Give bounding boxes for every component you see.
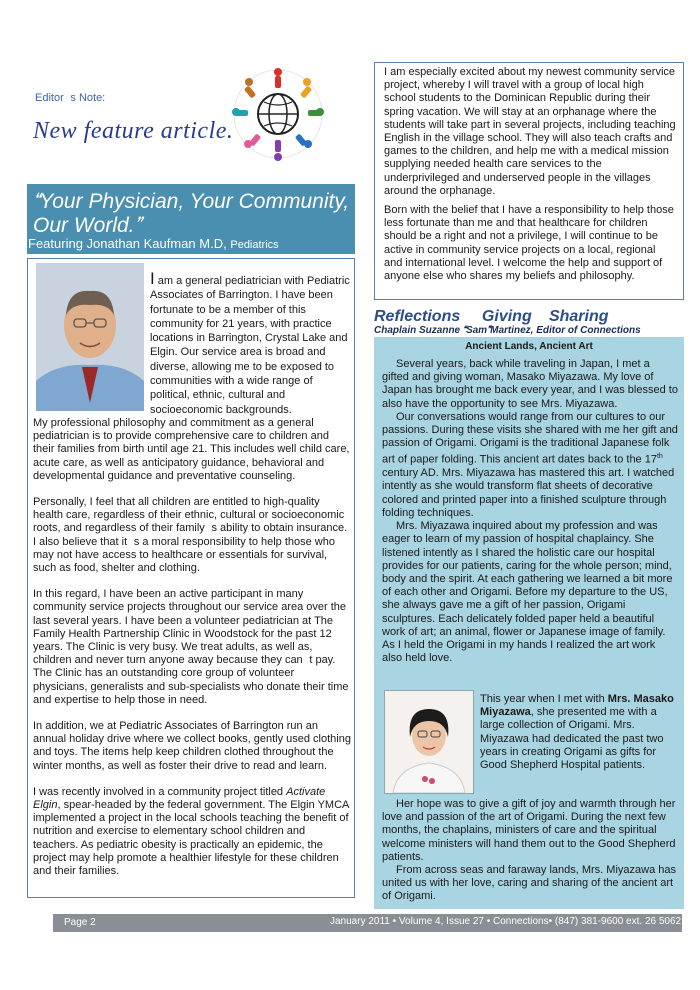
ancient-art-title: Ancient Lands, Ancient Art <box>465 341 593 352</box>
story-paragraph: Her hope was to give a gift of joy and warmth through her love and passion of the art of Origami. During the next few months, the chaplains, ministers of care and the spiritual welcome ministers will hand them out to the Good Shepherd patients. <box>382 798 676 863</box>
caption-pre: This year when I met with <box>480 693 608 705</box>
article-paragraph: My professional philosophy and commitment as a general pediatrician is to provide comprehensive care to children and their families from birth until age 21. This includes well child care, acute care, as well as anticipatory guidance, behavioral and developmental guidance and preventative counseling. <box>33 417 350 482</box>
story-paragraph: Several years, back while traveling in Japan, I met a gifted and giving woman, Masako Miyazawa. My love of Japan has brought me back every year, and I was blessed to also have the opportunity to see Mrs. Miyazawa. <box>382 358 678 410</box>
story-paragraph: Mrs. Miyazawa inquired about my profession and was eager to learn of my passion of hospital chaplaincy. She listened intently as I shared the holistic care our hospital provides for our patients, caring for the whole person; mind, body and the spirit. At each gathering we learned a bit more of each other and Origami. Before my departure to the US, she always gave me a gift of her passion, Origami sculptures. Each delicately folded paper held a beautiful work of art; an animal, flower or Japanese image of family. As I held the Origami in my hands I realized the art work also held love. <box>382 520 673 665</box>
article-paragraph: Born with the belief that I have a responsibility to help those less fortunate than me and that healthcare for children should be a right and not a privilege, I will continue to be active in community service projects on a local, regional and international level. I welcome the help and support of anyone else who shares my beliefs and philosophy. <box>384 204 674 283</box>
footer-issue-info: January 2011 • Volume 4, Issue 27 • Connections• (847) 381-9600 ext. 26 5062 <box>330 916 682 927</box>
chaplain-byline: Chaplain Suzanne SamMartinez, Editor of Connections <box>374 325 641 336</box>
last-para-pre: I was recently involved in a community project titled <box>33 785 287 798</box>
featuring-name: Featuring Jonathan Kaufman M.D, <box>28 236 227 251</box>
featuring-dept: Pediatrics <box>230 239 279 251</box>
caption-post: , she presented me with a large collection of Origami. Mrs. Miyazawa had dedicated the past two years in creating Origami as gifts for Good Shepherd Hospital patients. <box>480 706 664 772</box>
left-article-body <box>33 417 351 891</box>
intro-text: am a general pediatrician with Pediatric Associates of Barrington. I have been fortunate to be a member of this community for 21 years, with practice locations in Barrington, Crystal Lake and Elgin. Our service area is broad and diverse, allowing me to be exposed to communities with a wide range of political, ethnic, cultural and socioeconomic backgrounds. <box>150 275 350 416</box>
featuring-byline <box>28 236 279 251</box>
article-title-line1: Your Physician, Your Community, <box>33 190 350 213</box>
doctor-photo <box>36 263 144 411</box>
community-logo <box>228 64 328 164</box>
miyazawa-photo <box>384 690 474 794</box>
article-title-line2: Our World. <box>33 214 141 237</box>
photo-caption <box>480 693 680 772</box>
intro-paragraph <box>150 269 350 417</box>
editor-note: Editors Note: <box>35 92 106 104</box>
caption-name: Mrs. Masako Miyazawa <box>480 693 674 719</box>
intro-drop-cap: I <box>150 269 155 288</box>
story-p2-post: century AD. Mrs. Miyazawa has mastered this art. I watched intently as she would transform flat sheets of decorative colored and printed paper into a finished sculpture through folding techniques. <box>382 467 675 519</box>
story-paragraph <box>382 411 678 520</box>
article-paragraph: Personally, I feel that all children are entitled to high-quality health care, regardless of their ethnic, cultural or socioeconomic roots, and regardless of their familys ability to obtain insurance. I also believe that its a moral responsibility to help those who may not have access to healthcare or essentials for survival, such as food, shelter and clothing. <box>33 496 348 575</box>
reflections-heading: Reflections  Giving Sharing <box>374 308 609 325</box>
story-p2-pre: Our conversations would range from our cultures to our passions. During these visits she shared with me her gift and passion of Origami. Origami is the traditional Japanese folk art of paper folding. This ancient art dates back to the 17 <box>382 410 678 467</box>
article-paragraph: I am especially excited about my newest community service project, whereby I will travel with a group of local high school students to the Dominican Republic during their spring vacation. We will stay at an orphanage where the students will take part in several projects, including teaching English in the village school. They will also teach crafts and games to the children, and help me with a medical mission supplying needed health care services to the underprivileged and underserved people in the villages around the orphanage. <box>384 66 676 197</box>
article-paragraph: In addition, we at Pediatric Associates of Barrington run an annual holiday drive where we collect books, gently used clothing and toys. The items help keep children clothed throughout the winter months, as well as foster their drive to read and learn. <box>33 720 351 772</box>
activate-elgin-title: Activate Elgin <box>33 785 326 812</box>
globe-icon <box>258 94 298 134</box>
ancient-art-story <box>382 358 678 665</box>
story-paragraph: From across seas and faraway lands, Mrs. Miyazawa has united us with her love, caring and sharing of the ancient art of Origami. <box>382 864 676 903</box>
continued-article-text <box>384 66 676 289</box>
article-paragraph: In this regard, I have been an active participant in many community service projects throughout our service area over the last several years. I have been a volunteer pediatrician at The Family Health Partnership Clinic in Woodstock for the past 12 years. The Clinic is very busy. We treat adults, as well as, children and never turn anyone away because they cant pay. The Clinic has an outstanding core group of volunteer physicians, generalists and sub-specialists who donate their time and expertise to help those in need. <box>33 588 349 706</box>
ancient-art-story-end <box>382 798 678 904</box>
article-paragraph-last <box>33 786 351 878</box>
last-para-post: , spear-headed by the federal government. The Elgin YMCA implemented a project in the local schools teaching the benefit of nutrition and exercise to elementary school children and teachers. As pediatric obesity is practically an epidemic, the project may help promote a healthier lifestyle for these children and their families. <box>33 799 349 878</box>
story-p2-sup: th <box>656 453 663 461</box>
feature-label: New feature article. <box>33 118 234 144</box>
page-number: Page 2 <box>64 917 96 928</box>
